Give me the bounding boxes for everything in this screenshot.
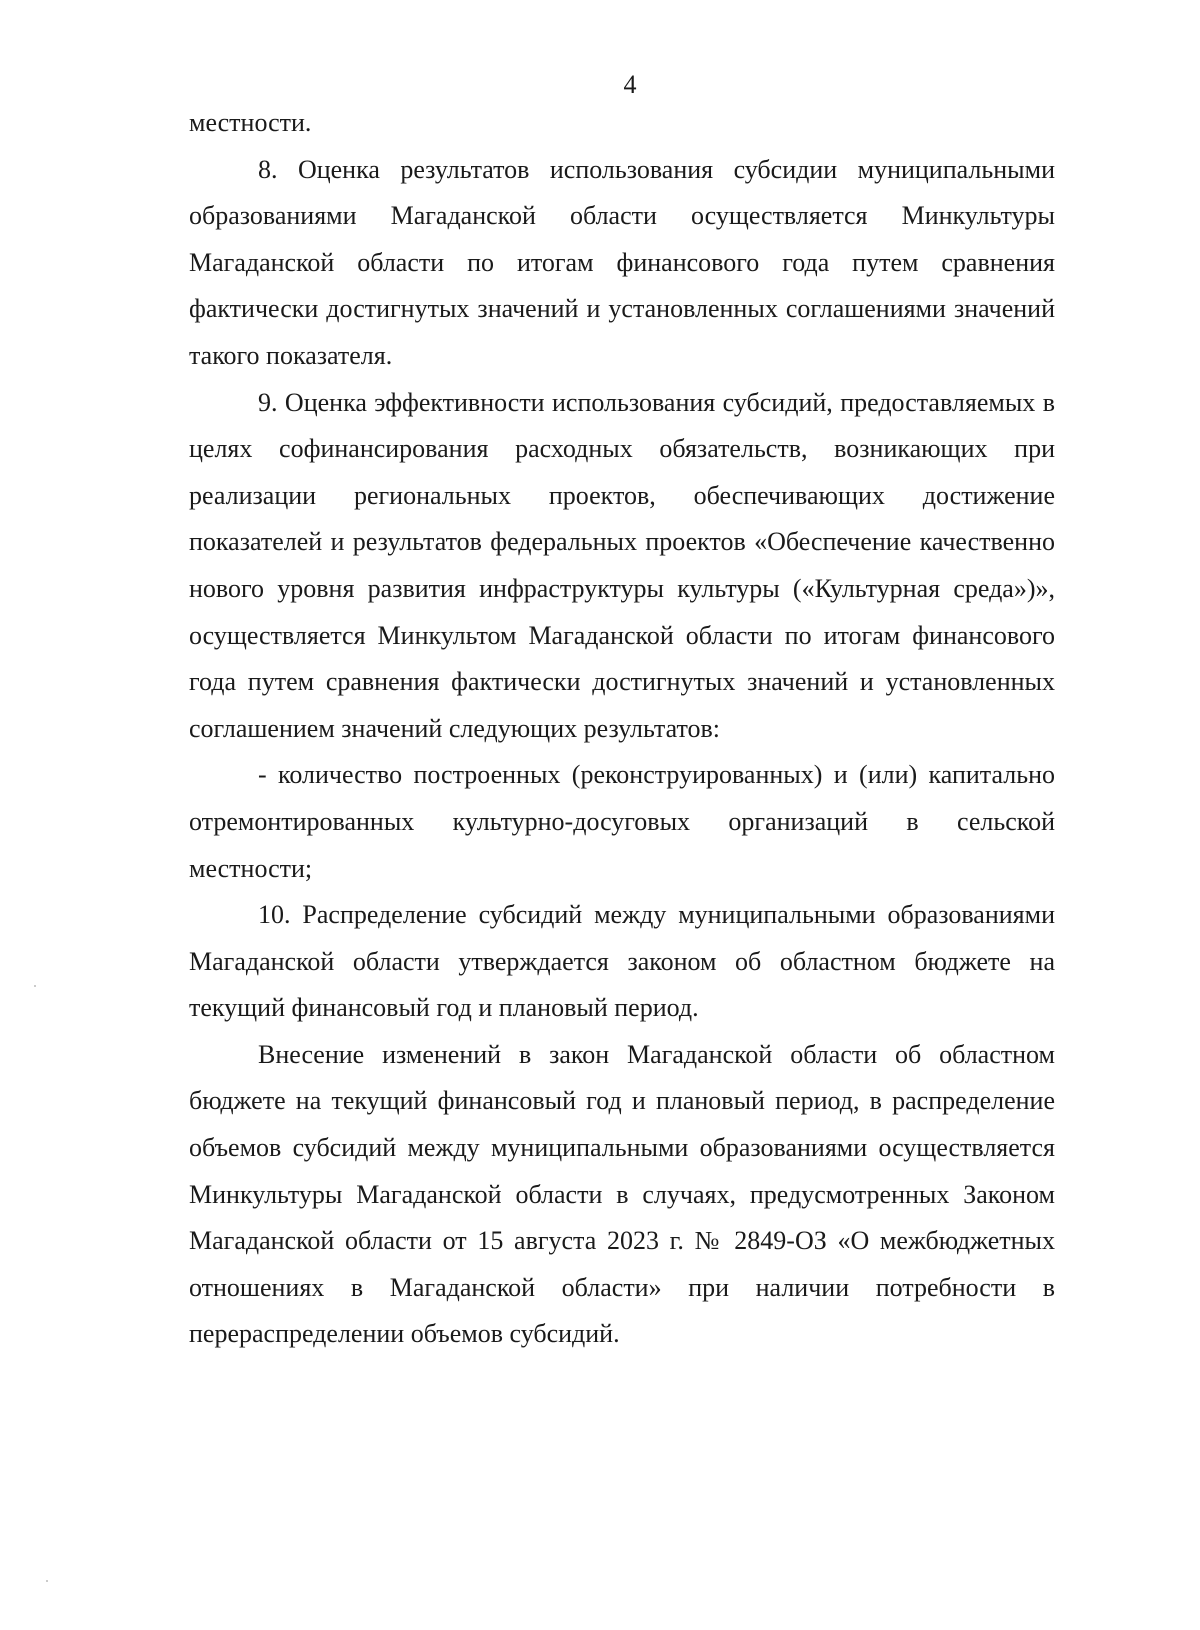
paragraph-item-8: 8. Оценка результатов использования субсидии муниципальными образованиями Магаданской области осуществляется Минкультуры Магаданской области по итогам финансового года путем сравнения фактически достигнутых значений и установленных соглашениями значений такого показателя. (189, 154, 1055, 370)
document-body (189, 100, 1055, 1358)
paragraph-continuation: местности. (189, 108, 312, 137)
paragraph-item-9-result: - количество построенных (реконструированных) и (или) капитально отремонтированных культурно-досуговых организаций в сельской местности; (189, 760, 1055, 883)
scan-artifact (46, 1580, 48, 1582)
paragraph-item-10: 10. Распределение субсидий между муниципальными образованиями Магаданской области утверждается законом об областном бюджете на текущий финансовый год и плановый период. (189, 900, 1055, 1023)
paragraph-amendments: Внесение изменений в закон Магаданской области об областном бюджете на текущий финансовый год и плановый период, в распределение объемов субсидий между муниципальными образованиями осуществляется Минкультуры Магаданской области в случаях, предусмотренных Законом Магаданской области от 15 августа 2023 г. № 2849-ОЗ «О межбюджетных отношениях в Магаданской области» при наличии потребности в перераспределении объемов субсидий. (189, 1039, 1055, 1349)
paragraph-item-9: 9. Оценка эффективности использования субсидий, предоставляемых в целях софинансирования расходных обязательств, возникающих при реализации региональных проектов, обеспечивающих достижение показателей и результатов федеральных проектов «Обеспечение качественно нового уровня развития инфраструктуры культуры («Культурная среда»)», осуществляется Минкультом Магаданской области по итогам финансового года путем сравнения фактически достигнутых значений и установленных соглашением значений следующих результатов: (189, 387, 1055, 743)
page-number: 4 (623, 70, 637, 99)
scan-artifact (34, 985, 36, 987)
